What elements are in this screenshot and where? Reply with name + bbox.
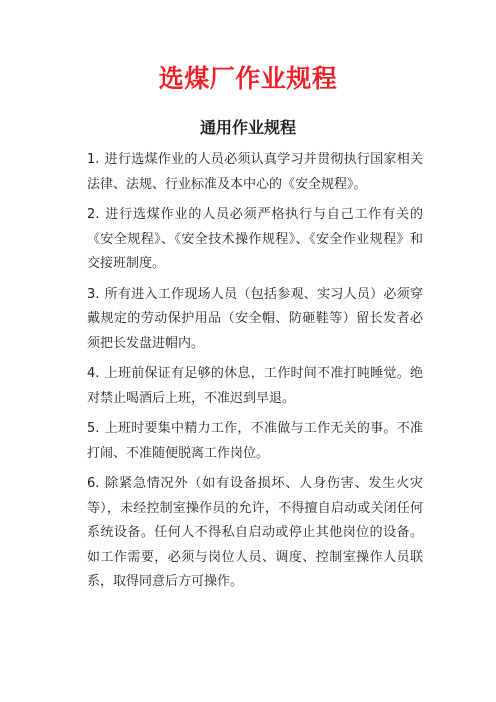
rule-text: 所有进入工作现场人员（包括参观、实习人员）必须穿戴规定的劳动保护用品（安全帽、防砸鞋等）留长发者必须把长发盘进帽内。 — [87, 286, 423, 351]
rule-item-1 — [87, 148, 423, 197]
rule-number: 3. — [87, 286, 100, 302]
rules-list — [87, 148, 423, 601]
rule-text: 进行选煤作业的人员必须严格执行与自己工作有关的《安全规程》、《安全技术操作规程》、《安全作业规程》和交接班制度。 — [87, 207, 423, 271]
rule-text: 上班时要集中精力工作，不准做与工作无关的事。不准打闹、不准随便脱离工作岗位。 — [87, 421, 423, 461]
rule-item-2 — [87, 203, 423, 277]
rule-item-5 — [87, 417, 423, 466]
document-title: 选煤厂作业规程 — [158, 64, 338, 93]
rule-number: 6. — [87, 476, 100, 491]
rule-item-3 — [87, 283, 423, 357]
rule-number: 1. — [87, 152, 100, 167]
rule-text: 除紧急情况外（如有设备损坏、人身伤害、发生火灾等），未经控制室操作员的允许，不得擅自启动或关闭任何系统设备。任何人不得私自启动或停止其他岗位的设备。如工作需要，必须与岗位人员、调度、控制室操作人员联系，取得同意后方可操作。 — [87, 476, 423, 589]
rule-number: 5. — [87, 421, 100, 436]
rule-item-4 — [87, 362, 423, 411]
rule-number: 2. — [87, 207, 100, 222]
rule-text: 上班前保证有足够的休息，工作时间不准打盹睡觉。绝对禁止喝酒后上班，不准迟到早退。 — [87, 366, 423, 406]
rule-number: 4. — [87, 366, 100, 381]
rule-item-6 — [87, 472, 423, 595]
section-title: 通用作业规程 — [199, 118, 296, 137]
rule-text: 进行选煤作业的人员必须认真学习并贯彻执行国家相关法律、法规、行业标准及本中心的《安全规程》。 — [87, 152, 423, 192]
